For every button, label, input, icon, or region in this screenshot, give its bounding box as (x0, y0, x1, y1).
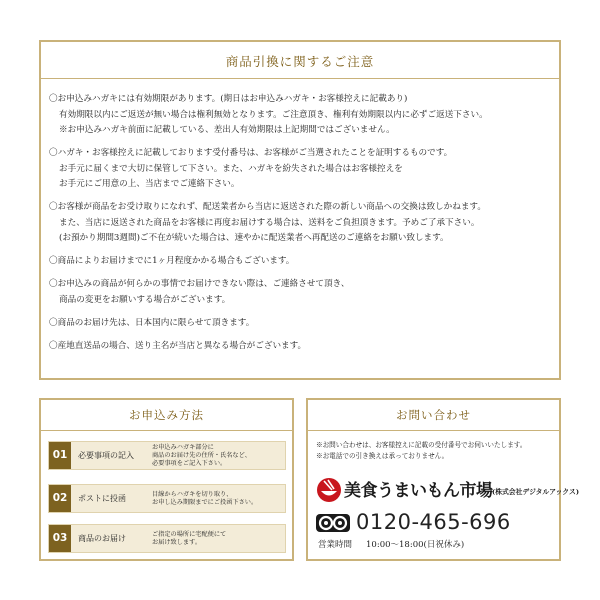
step-desc-line: お届け致します。 (152, 538, 202, 546)
contact-notes (316, 440, 555, 462)
order-method-panel (39, 398, 294, 561)
notice-item (49, 92, 553, 139)
contact-title: お問い合わせ (396, 408, 471, 422)
notice-line: 〇お客様が商品をお受け取りになれず、配送業者から当店に返送された際の新しい商品への交換は致しかねます。 (49, 202, 486, 212)
step-number: 01 (49, 442, 71, 469)
notice-item (49, 316, 553, 332)
step-description (152, 491, 283, 507)
notice-line: 〇商品のお届け先は、日本国内に限らせて頂きます。 (49, 317, 255, 328)
step-label: 商品のお届け (78, 534, 126, 543)
notice-item (49, 277, 553, 308)
contact-note: ※お電話での引き換えは承っておりません。 (316, 452, 449, 460)
step-description (152, 531, 283, 547)
divider (41, 78, 559, 79)
free-dial-icon (316, 514, 350, 532)
contact-note: ※お問い合わせは、お客様控えに記載の受付番号でお伺いいたします。 (316, 441, 527, 449)
divider (308, 430, 559, 431)
notice-line: (お預かり期間3週間)ご不在が続いた場合は、速やかに配送業者へ再配送のご連絡をお願い致します。 (59, 233, 449, 243)
hours-label: 営業時間 (318, 540, 353, 550)
phone-number[interactable]: 0120-465-696 (356, 510, 511, 534)
hours-value: 10:00〜18:00(日祝休み) (366, 540, 465, 550)
notice-line: 有効期限以内にご返送が無い場合は権利無効となります。ご注意頂き、権利有効期限以内に必ずご返送下さい。 (59, 109, 488, 120)
order-title: お申込み方法 (129, 408, 204, 422)
order-step (48, 484, 286, 513)
step-desc-line: 商品のお届け先の住所・氏名など、 (152, 451, 251, 459)
notice-line: 商品の変更をお願いする場合がございます。 (59, 294, 231, 305)
step-desc-line: ご指定の場所に宅配便にて (152, 531, 227, 538)
phone-row (316, 510, 555, 536)
step-number: 03 (49, 525, 71, 552)
notice-line: お手元に届くまで大切に保管して下さい。また、ハガキを紛失された場合はお客様控えを (59, 163, 403, 174)
step-label: ポストに投函 (78, 494, 126, 503)
notice-line: 〇お申込みハガキには有効期限があります。(期日はお申込みハガキ・お客様控えに記載あり) (49, 94, 408, 104)
notice-title: 商品引換に関するご注意 (225, 54, 375, 69)
notice-item (49, 200, 553, 247)
company-name: (株式会社デジタルアックス) (492, 488, 580, 496)
notice-line: 〇産地直送品の場合、送り主名が当店と異なる場合がございます。 (49, 340, 307, 351)
step-desc-line: 必要事項をご記入下さい。 (152, 459, 227, 467)
notice-list (49, 92, 553, 362)
notice-item (49, 339, 553, 355)
step-description (152, 444, 283, 467)
order-step (48, 441, 286, 470)
order-step (48, 524, 286, 553)
divider (41, 430, 292, 431)
step-desc-line: お申込みハガキ部分に (152, 444, 214, 451)
notice-item (49, 254, 553, 270)
store-name: 美食うまいもん市場 (344, 481, 493, 501)
notice-line: 〇商品によりお届けまでに1ヶ月程度かかる場合もございます。 (49, 256, 295, 266)
store-logo (314, 475, 580, 505)
notice-line: ※お申込みハガキ前面に記載している、差出人有効期限は上記期間ではございません。 (59, 125, 395, 135)
notice-line: 〇お申込みの商品が何らかの事情でお届けできない際は、ご連絡させて頂き、 (49, 279, 350, 289)
step-desc-line: お申し込み期限までにご投函下さい。 (152, 498, 258, 506)
notice-line: 〇ハガキ・お客様控えに記載しております受付番号は、お客様がご当選されたことを証明するものです。 (49, 148, 453, 158)
notice-line: お手元にご用意の上、当店までご連絡下さい。 (59, 179, 240, 189)
business-hours (318, 538, 478, 550)
notice-line: また、当店に返送された商品をお客様に再度お届けする場合は、送料をご負担頂きます。予めご了承下さい。 (59, 217, 480, 228)
notice-item (49, 146, 553, 193)
chopsticks-bowl-icon (316, 477, 342, 503)
contact-panel (306, 398, 580, 561)
step-number: 02 (49, 485, 71, 512)
step-desc-line: 目線からハガキを切り取り、 (152, 491, 233, 498)
step-label: 必要事項の記入 (78, 451, 134, 460)
notice-panel (39, 40, 561, 380)
